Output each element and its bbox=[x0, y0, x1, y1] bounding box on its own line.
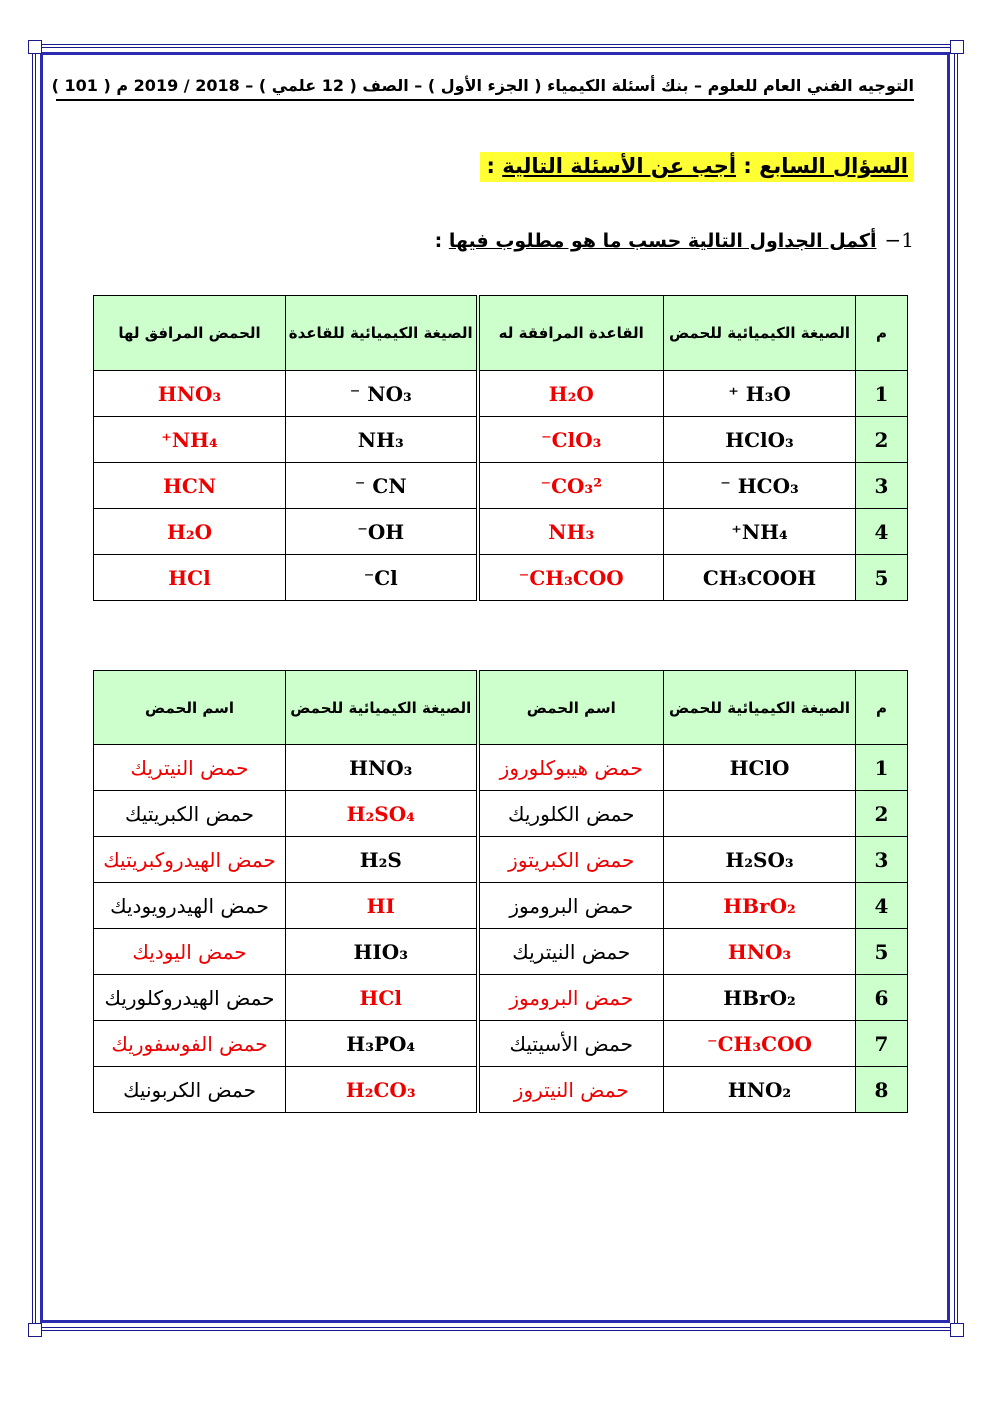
question-title bbox=[480, 152, 914, 182]
row-number: 5 bbox=[856, 929, 908, 975]
acid-formula: HIO₃ bbox=[286, 929, 478, 975]
acid-formula: HI bbox=[286, 883, 478, 929]
table-row bbox=[94, 837, 908, 883]
row-number: 3 bbox=[856, 837, 908, 883]
table-row bbox=[94, 417, 908, 463]
conjugate-base: ClO₃⁻ bbox=[478, 417, 664, 463]
table-row bbox=[94, 929, 908, 975]
table-row bbox=[94, 555, 908, 601]
corner-ornament bbox=[950, 40, 964, 54]
acid-formula: CH₃COO⁻ bbox=[664, 1021, 856, 1067]
acid-name: حمض الكربونيك bbox=[94, 1067, 286, 1113]
acid-name: حمض الكبريتوز bbox=[478, 837, 664, 883]
corner-ornament bbox=[28, 40, 42, 54]
acid-formula: H₃PO₄ bbox=[286, 1021, 478, 1067]
acid-formula: HNO₂ bbox=[664, 1067, 856, 1113]
table-row bbox=[94, 883, 908, 929]
header-index: م bbox=[856, 296, 908, 371]
acid-formula: HClO bbox=[664, 745, 856, 791]
acid-formula: HCO₃ ⁻ bbox=[664, 463, 856, 509]
row-number: 2 bbox=[856, 791, 908, 837]
conjugate-pairs-table bbox=[93, 295, 908, 601]
conjugate-base: CH₃COO⁻ bbox=[478, 555, 664, 601]
base-formula: OH⁻ bbox=[286, 509, 478, 555]
acid-formula: HClO₃ bbox=[664, 417, 856, 463]
header-acid-name: اسم الحمض bbox=[94, 671, 286, 745]
base-formula: CN ⁻ bbox=[286, 463, 478, 509]
base-formula: NO₃ ⁻ bbox=[286, 371, 478, 417]
conjugate-acid: H₂O bbox=[94, 509, 286, 555]
question-end: : bbox=[486, 154, 495, 178]
acid-formula: H₂SO₄ bbox=[286, 791, 478, 837]
acid-name: حمض الكبريتيك bbox=[94, 791, 286, 837]
table-row bbox=[94, 509, 908, 555]
acid-formula bbox=[664, 791, 856, 837]
acid-name: حمض اليوديك bbox=[94, 929, 286, 975]
acid-name: حمض النيتروز bbox=[478, 1067, 664, 1113]
conjugate-base: H₂O bbox=[478, 371, 664, 417]
acid-name: حمض البروموز bbox=[478, 975, 664, 1021]
conjugate-acid: HNO₃ bbox=[94, 371, 286, 417]
acid-name: حمض الأسيتيك bbox=[478, 1021, 664, 1067]
acid-formula: H₃O ⁺ bbox=[664, 371, 856, 417]
table-row bbox=[94, 371, 908, 417]
acid-formula: NH₄⁺ bbox=[664, 509, 856, 555]
acid-formula: CH₃COOH bbox=[664, 555, 856, 601]
subquestion-end: : bbox=[434, 230, 443, 252]
acid-name: حمض النيتريك bbox=[94, 745, 286, 791]
subquestion-number: 1− bbox=[884, 228, 914, 252]
header-acid-formula: الصيغة الكيميائية للحمض bbox=[664, 671, 856, 745]
header-acid-formula: الصيغة الكيميائية للحمض bbox=[286, 671, 478, 745]
conjugate-base: NH₃ bbox=[478, 509, 664, 555]
conjugate-base: CO₃²⁻ bbox=[478, 463, 664, 509]
row-number: 1 bbox=[856, 371, 908, 417]
table-row bbox=[94, 463, 908, 509]
row-number: 7 bbox=[856, 1021, 908, 1067]
acid-formula: H₂S bbox=[286, 837, 478, 883]
conjugate-acid: NH₄⁺ bbox=[94, 417, 286, 463]
base-formula: Cl⁻ bbox=[286, 555, 478, 601]
acid-formula: HNO₃ bbox=[286, 745, 478, 791]
row-number: 1 bbox=[856, 745, 908, 791]
acid-names-table bbox=[93, 670, 908, 1113]
row-number: 6 bbox=[856, 975, 908, 1021]
acid-formula: HCl bbox=[286, 975, 478, 1021]
question-colon: : bbox=[743, 154, 752, 178]
acid-formula: H₂SO₃ bbox=[664, 837, 856, 883]
acid-formula: HNO₃ bbox=[664, 929, 856, 975]
acid-name: حمض الفوسفوريك bbox=[94, 1021, 286, 1067]
acid-name: حمض الهيدروكلوريك bbox=[94, 975, 286, 1021]
conjugate-acid: HCl bbox=[94, 555, 286, 601]
acid-name: حمض الهيدرويوديك bbox=[94, 883, 286, 929]
acid-name: حمض الهيدروكبريتيك bbox=[94, 837, 286, 883]
question-label: السؤال السابع bbox=[759, 154, 908, 178]
header-acid-name: اسم الحمض bbox=[478, 671, 664, 745]
table-row bbox=[94, 745, 908, 791]
acid-name: حمض النيتريك bbox=[478, 929, 664, 975]
row-number: 8 bbox=[856, 1067, 908, 1113]
subquestion-text: أكمل الجداول التالية حسب ما هو مطلوب فيها bbox=[448, 230, 877, 252]
table-row bbox=[94, 791, 908, 837]
row-number: 4 bbox=[856, 883, 908, 929]
table-row bbox=[94, 975, 908, 1021]
header-conjugate-acid: الحمض المرافق لها bbox=[94, 296, 286, 371]
row-number: 3 bbox=[856, 463, 908, 509]
acid-name: حمض البروموز bbox=[478, 883, 664, 929]
conjugate-acid: HCN bbox=[94, 463, 286, 509]
acid-formula: HBrO₂ bbox=[664, 975, 856, 1021]
table-row bbox=[94, 1021, 908, 1067]
acid-formula: HBrO₂ bbox=[664, 883, 856, 929]
acid-formula: H₂CO₃ bbox=[286, 1067, 478, 1113]
subquestion-title bbox=[435, 228, 914, 252]
row-number: 5 bbox=[856, 555, 908, 601]
corner-ornament bbox=[28, 1323, 42, 1337]
acid-name: حمض هيبوكلوروز bbox=[478, 745, 664, 791]
row-number: 4 bbox=[856, 509, 908, 555]
header-conjugate-base: القاعدة المرافقة له bbox=[478, 296, 664, 371]
corner-ornament bbox=[950, 1323, 964, 1337]
page-header: التوجيه الفني العام للعلوم – بنك أسئلة الكيمياء ( الجزء الأول ) – الصف ( 12 علمي ) – 2018 / 2019 م ( 101 ) bbox=[56, 76, 914, 101]
header-base-formula: الصيغة الكيميائية للقاعدة bbox=[286, 296, 478, 371]
table-row bbox=[94, 1067, 908, 1113]
row-number: 2 bbox=[856, 417, 908, 463]
base-formula: NH₃ bbox=[286, 417, 478, 463]
question-instruction: أجب عن الأسئلة التالية bbox=[502, 154, 737, 178]
acid-name: حمض الكلوريك bbox=[478, 791, 664, 837]
header-index: م bbox=[856, 671, 908, 745]
header-acid-formula: الصيغة الكيميائية للحمض bbox=[664, 296, 856, 371]
